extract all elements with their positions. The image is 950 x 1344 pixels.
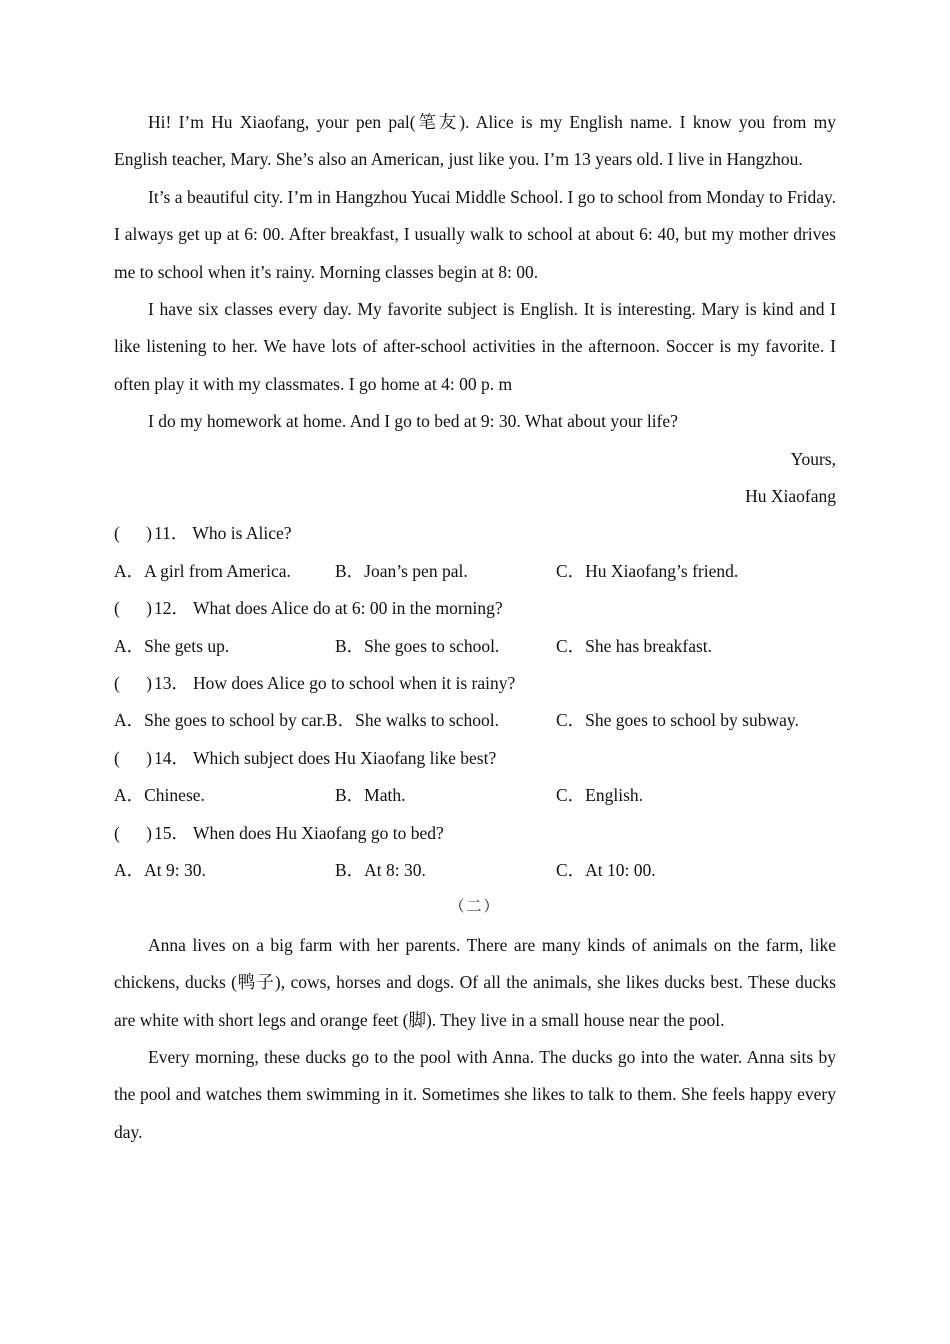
option-b: B．Math. — [335, 785, 406, 806]
question-number: 15． — [154, 822, 189, 843]
question-text: Which subject does Hu Xiaofang like best? — [193, 747, 497, 768]
question-11 — [114, 515, 836, 552]
passage1-paragraph-2: It’s a beautiful city. I’m in Hangzhou Yucai Middle School. I go to school from Monday to Friday. I always get up at 6: 00. After breakfast, I usually walk to school at about 6: 40, but my mother drives me to school when it’s rainy. Morning classes begin at 8: 00. — [114, 186, 836, 282]
option-c: C．Hu Xiaofang’s friend. — [556, 560, 739, 581]
answer-blank-11[interactable]: ( ) — [114, 523, 152, 544]
options-15 — [114, 852, 836, 889]
passage1-paragraph-4: I do my homework at home. And I go to bed at 9: 30. What about your life? — [148, 411, 678, 432]
passage2-paragraph-2: Every morning, these ducks go to the pool with Anna. The ducks go into the water. Anna sits by the pool and watches them swimming in it. Sometimes she likes to talk to them. She feels happy every day. — [114, 1047, 836, 1142]
passage2-paragraph-1: Anna lives on a big farm with her parents. There are many kinds of animals on the farm, like chickens, ducks (鸭子), cows, horses and dogs. Of all the animals, she likes ducks best. These ducks are white with short legs and orange feet (脚). They live in a small house near the pool. — [114, 934, 836, 1030]
option-a: A．At 9: 30. — [114, 859, 206, 880]
question-12 — [114, 590, 836, 627]
section-heading: （二） — [449, 899, 501, 916]
answer-blank-12[interactable]: ( ) — [114, 598, 152, 619]
answer-blank-13[interactable]: ( ) — [114, 673, 152, 694]
option-a: A．A girl from America. — [114, 560, 291, 581]
question-number: 12． — [154, 598, 189, 619]
question-13 — [114, 665, 836, 702]
question-number: 14． — [154, 747, 189, 768]
question-number: 13． — [154, 673, 189, 694]
option-b: B．She goes to school. — [335, 635, 500, 656]
option-b: B．She walks to school. — [325, 710, 499, 731]
option-b: B．Joan’s pen pal. — [335, 560, 468, 581]
option-b: B．At 8: 30. — [335, 859, 426, 880]
options-13 — [114, 702, 836, 739]
option-c: C．English. — [556, 785, 644, 806]
question-15 — [114, 815, 836, 852]
option-c: C．She has breakfast. — [556, 635, 713, 656]
option-a: A．She goes to school by car. — [114, 710, 326, 731]
letter-closing: Yours, — [790, 448, 836, 469]
passage1-paragraph-1: Hi! I’m Hu Xiaofang, your pen pal(笔友). Alice is my English name. I know you from my English teacher, Mary. She’s also an American, just like you. I’m 13 years old. I live in Hangzhou. — [114, 112, 836, 170]
answer-blank-14[interactable]: ( ) — [114, 747, 152, 768]
options-14 — [114, 777, 836, 814]
answer-blank-15[interactable]: ( ) — [114, 822, 152, 843]
question-text: When does Hu Xiaofang go to bed? — [193, 822, 444, 843]
document-page — [114, 104, 836, 1151]
question-text: Who is Alice? — [192, 523, 292, 544]
options-12 — [114, 628, 836, 665]
question-number: 11． — [154, 523, 189, 544]
passage1-paragraph-3: I have six classes every day. My favorite subject is English. It is interesting. Mary is kind and I like listening to her. We have lots of after-school activities in the afternoon. Soccer is my favorite. I often play it with my classmates. I go home at 4: 00 p. m — [114, 299, 836, 394]
question-14 — [114, 740, 836, 777]
letter-signature: Hu Xiaofang — [745, 486, 836, 507]
question-text: What does Alice do at 6: 00 in the morning? — [193, 598, 503, 619]
options-11 — [114, 553, 836, 590]
option-a: A．Chinese. — [114, 785, 205, 806]
option-a: A．She gets up. — [114, 635, 230, 656]
option-c: C．She goes to school by subway. — [556, 710, 799, 731]
option-c: C．At 10: 00. — [556, 859, 656, 880]
question-text: How does Alice go to school when it is rainy? — [193, 673, 516, 694]
